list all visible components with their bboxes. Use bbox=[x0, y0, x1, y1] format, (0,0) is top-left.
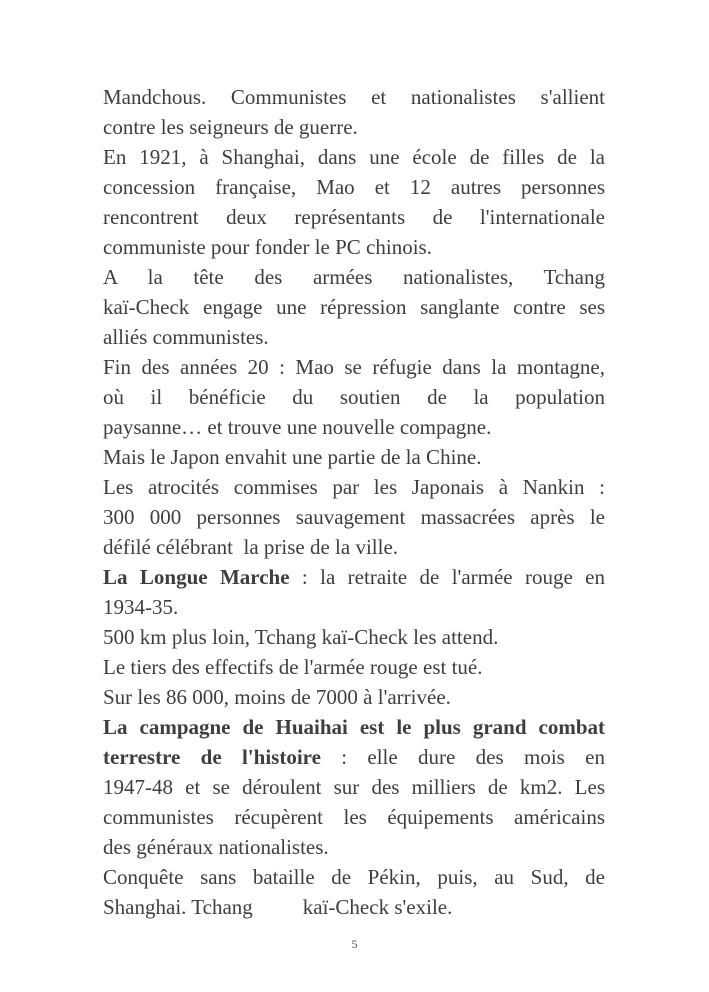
text-run: 300 000 personnes sauvagement massacrées après le bbox=[103, 505, 605, 529]
tab-space bbox=[253, 913, 303, 914]
text-run: Les atrocités commises par les Japonais à Nankin : bbox=[103, 475, 605, 499]
text-run: où il bénéficie du soutien de la population bbox=[103, 385, 605, 409]
paragraph bbox=[103, 142, 605, 262]
text-run: communiste pour fonder le PC chinois. bbox=[103, 235, 432, 259]
text-run-bold: La campagne de Huaihai est le plus grand combat bbox=[103, 715, 605, 739]
text-run: 1934-35. bbox=[103, 595, 179, 619]
paragraph bbox=[103, 682, 605, 712]
text-run: Le tiers des effectifs de l'armée rouge est tué. bbox=[103, 655, 483, 679]
text-line bbox=[103, 862, 605, 892]
text-run: Sur les 86 000, moins de 7000 à l'arrivée. bbox=[103, 685, 451, 709]
text-line bbox=[103, 352, 605, 382]
text-line bbox=[103, 892, 605, 922]
document-body bbox=[103, 82, 605, 922]
text-line bbox=[103, 652, 605, 682]
text-line bbox=[103, 412, 605, 442]
text-line bbox=[103, 202, 605, 232]
text-run: Mandchous. Communistes et nationalistes s'allient bbox=[103, 85, 605, 109]
text-run: des généraux nationalistes. bbox=[103, 835, 329, 859]
text-line bbox=[103, 232, 605, 262]
paragraph bbox=[103, 472, 605, 562]
text-line bbox=[103, 142, 605, 172]
text-run: kaï-Check engage une répression sanglante contre ses bbox=[103, 295, 605, 319]
text-line bbox=[103, 532, 605, 562]
paragraph bbox=[103, 82, 605, 142]
text-run: : elle dure des mois en bbox=[320, 745, 605, 769]
text-line bbox=[103, 322, 605, 352]
paragraph bbox=[103, 712, 605, 862]
text-run: alliés communistes. bbox=[103, 325, 269, 349]
text-line bbox=[103, 742, 605, 772]
text-run: paysanne… et trouve une nouvelle compagne. bbox=[103, 415, 492, 439]
text-run: En 1921, à Shanghai, dans une école de filles de la bbox=[103, 145, 605, 169]
text-run: kaï-Check s'exile. bbox=[302, 895, 453, 919]
text-run: défilé célébrant la prise de la ville. bbox=[103, 535, 399, 559]
text-run: 500 km plus loin, Tchang kaï-Check les attend. bbox=[103, 625, 499, 649]
text-line bbox=[103, 712, 605, 742]
text-line bbox=[103, 682, 605, 712]
page-footer bbox=[0, 936, 709, 952]
text-line bbox=[103, 382, 605, 412]
text-run: Fin des années 20 : Mao se réfugie dans la montagne, bbox=[103, 355, 605, 379]
text-run: communistes récupèrent les équipements américains bbox=[103, 805, 605, 829]
text-run: Conquête sans bataille de Pékin, puis, au Sud, de bbox=[103, 865, 605, 889]
text-line bbox=[103, 772, 605, 802]
text-line bbox=[103, 832, 605, 862]
paragraph bbox=[103, 622, 605, 652]
paragraph bbox=[103, 562, 605, 622]
text-run-bold: La Longue Marche bbox=[103, 565, 290, 589]
paragraph bbox=[103, 262, 605, 352]
text-line bbox=[103, 562, 605, 592]
text-run: A la tête des armées nationalistes, Tchang bbox=[103, 265, 605, 289]
text-run: : la retraite de l'armée rouge en bbox=[289, 565, 606, 589]
text-run: 1947-48 et se déroulent sur des milliers de km2. Les bbox=[103, 775, 605, 799]
text-line bbox=[103, 592, 605, 622]
paragraph bbox=[103, 352, 605, 442]
text-line bbox=[103, 292, 605, 322]
text-run-bold: terrestre de l'histoire bbox=[103, 745, 321, 769]
text-line bbox=[103, 622, 605, 652]
text-line bbox=[103, 472, 605, 502]
text-line bbox=[103, 112, 605, 142]
text-line bbox=[103, 262, 605, 292]
paragraph bbox=[103, 442, 605, 472]
text-run: contre les seigneurs de guerre. bbox=[103, 115, 358, 139]
text-run: Shanghai. Tchang bbox=[103, 895, 253, 919]
page-number: 5 bbox=[351, 937, 358, 951]
text-line bbox=[103, 802, 605, 832]
text-line bbox=[103, 172, 605, 202]
text-run: concession française, Mao et 12 autres personnes bbox=[103, 175, 605, 199]
text-run: Mais le Japon envahit une partie de la Chine. bbox=[103, 445, 482, 469]
text-line bbox=[103, 442, 605, 472]
text-line bbox=[103, 502, 605, 532]
text-run: rencontrent deux représentants de l'internationale bbox=[103, 205, 605, 229]
paragraph bbox=[103, 862, 605, 922]
paragraph bbox=[103, 652, 605, 682]
text-line bbox=[103, 82, 605, 112]
